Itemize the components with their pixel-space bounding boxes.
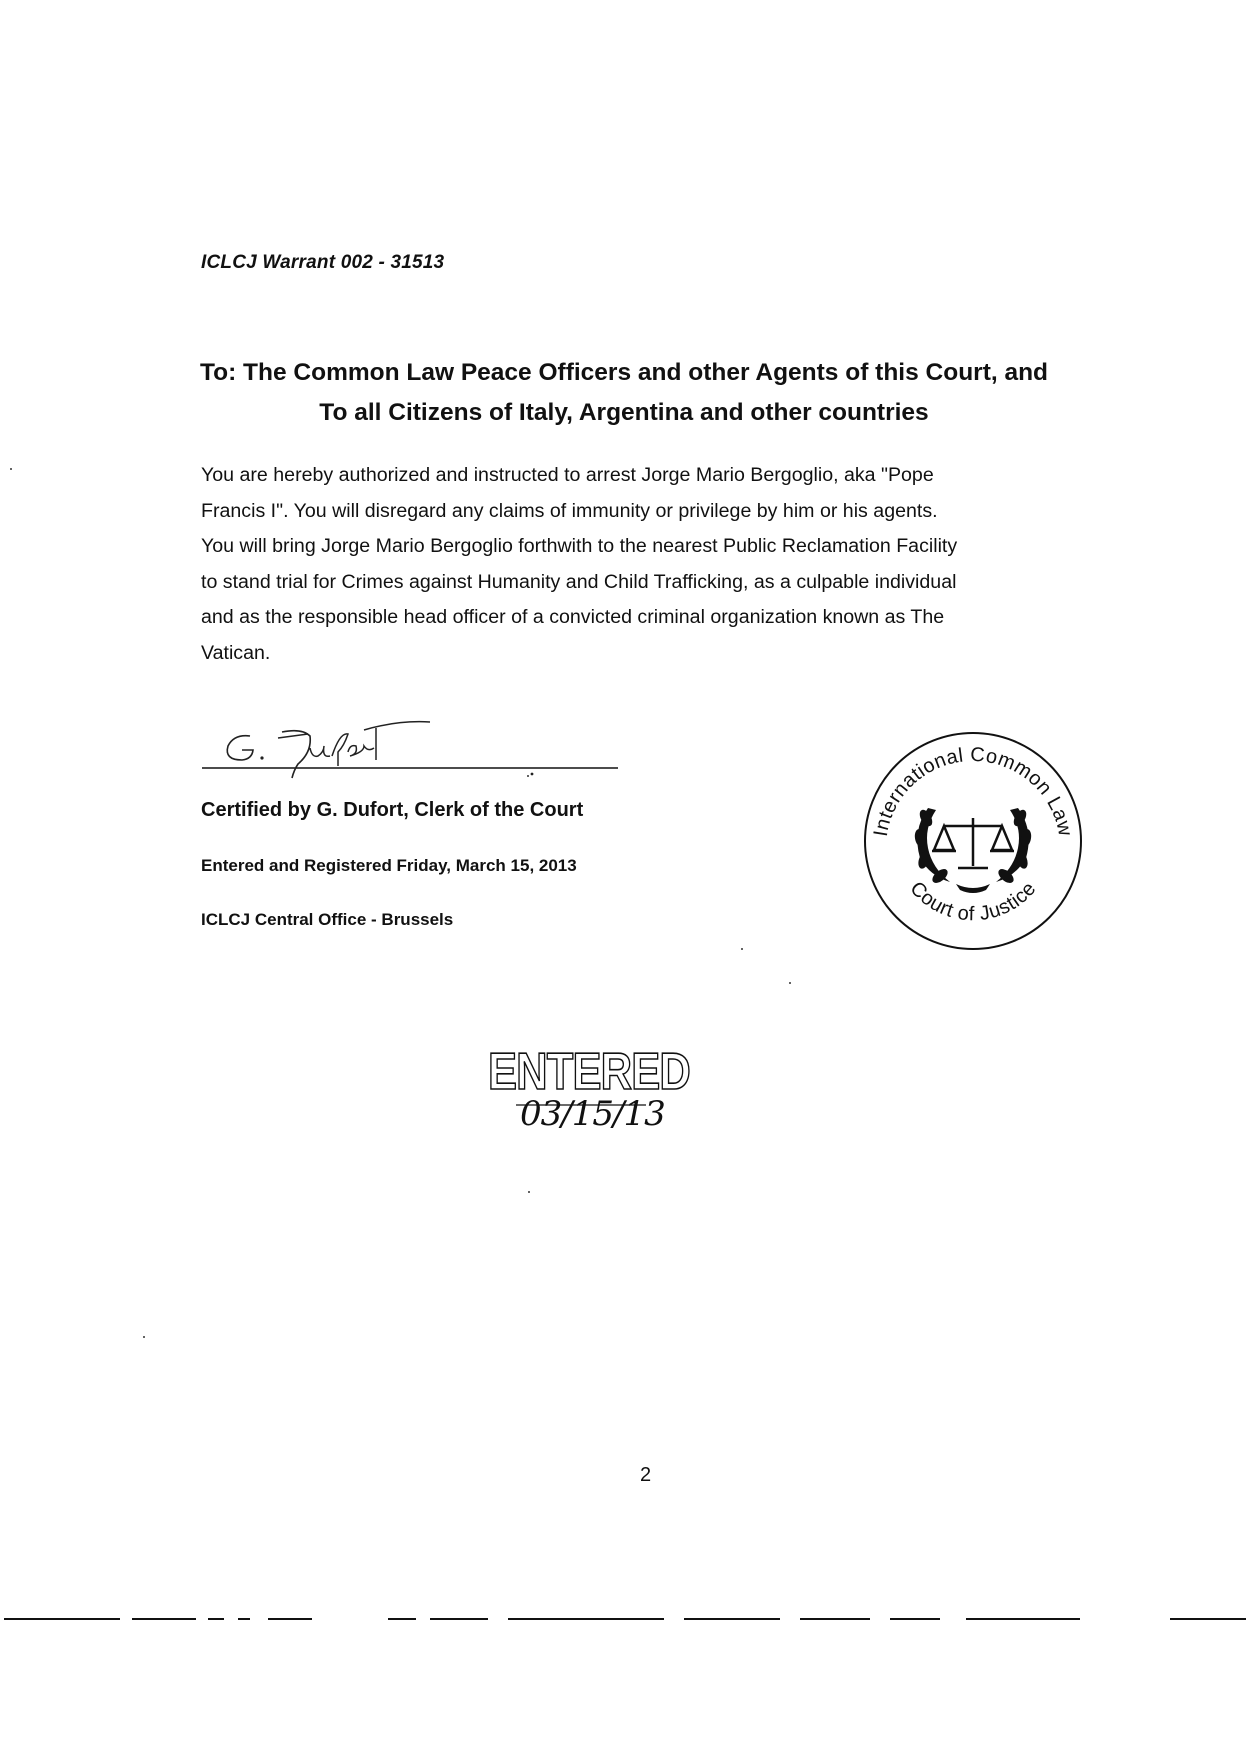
warrant-body — [201, 458, 1109, 671]
body-line: You are hereby authorized and instructed to arrest Jorge Mario Bergoglio, aka "Pope — [201, 464, 934, 486]
svg-text:ENTERED: ENTERED — [488, 1043, 690, 1101]
scan-speck — [528, 1191, 530, 1193]
entered-registered-date: Entered and Registered Friday, March 15, 2013 — [201, 856, 577, 875]
scan-speck — [789, 982, 791, 984]
svg-text:International Common Law: International Common Law — [869, 743, 1077, 839]
svg-text:Court of Justice: Court of Justice — [905, 877, 1041, 926]
body-line: to stand trial for Crimes against Humanity and Child Trafficking, as a culpable individual — [201, 570, 957, 593]
certified-by: Certified by G. Dufort, Clerk of the Court — [201, 799, 584, 821]
svg-text:03/15/13: 03/15/13 — [520, 1094, 665, 1134]
signature — [198, 712, 628, 784]
body-line: You will bring Jorge Mario Bergoglio forthwith to the nearest Public Reclamation Facility — [201, 535, 958, 557]
entered-stamp — [486, 1035, 692, 1135]
scan-speck — [143, 1336, 145, 1338]
scan-speck — [10, 468, 12, 470]
footer-divider — [0, 1616, 1248, 1622]
court-seal — [858, 726, 1088, 956]
body-line: and as the responsible head officer of a convicted criminal organization known as The — [201, 606, 945, 628]
scan-speck — [741, 948, 743, 950]
scan-speck — [527, 775, 529, 777]
page-number: 2 — [640, 1464, 652, 1486]
body-line: Francis I". You will disregard any claims of immunity or privilege by him or his agents. — [201, 499, 938, 522]
warrant-id: ICLCJ Warrant 002 - 31513 — [201, 252, 445, 273]
central-office: ICLCJ Central Office - Brussels — [201, 910, 454, 929]
heading-line-1: To: The Common Law Peace Officers and other Agents of this Court, and — [199, 359, 1049, 386]
addressee-heading — [150, 353, 1098, 433]
scales-of-justice-icon — [932, 818, 1014, 868]
body-line: Vatican. — [201, 641, 271, 664]
heading-line-2: To all Citizens of Italy, Argentina and other countries — [319, 399, 929, 426]
